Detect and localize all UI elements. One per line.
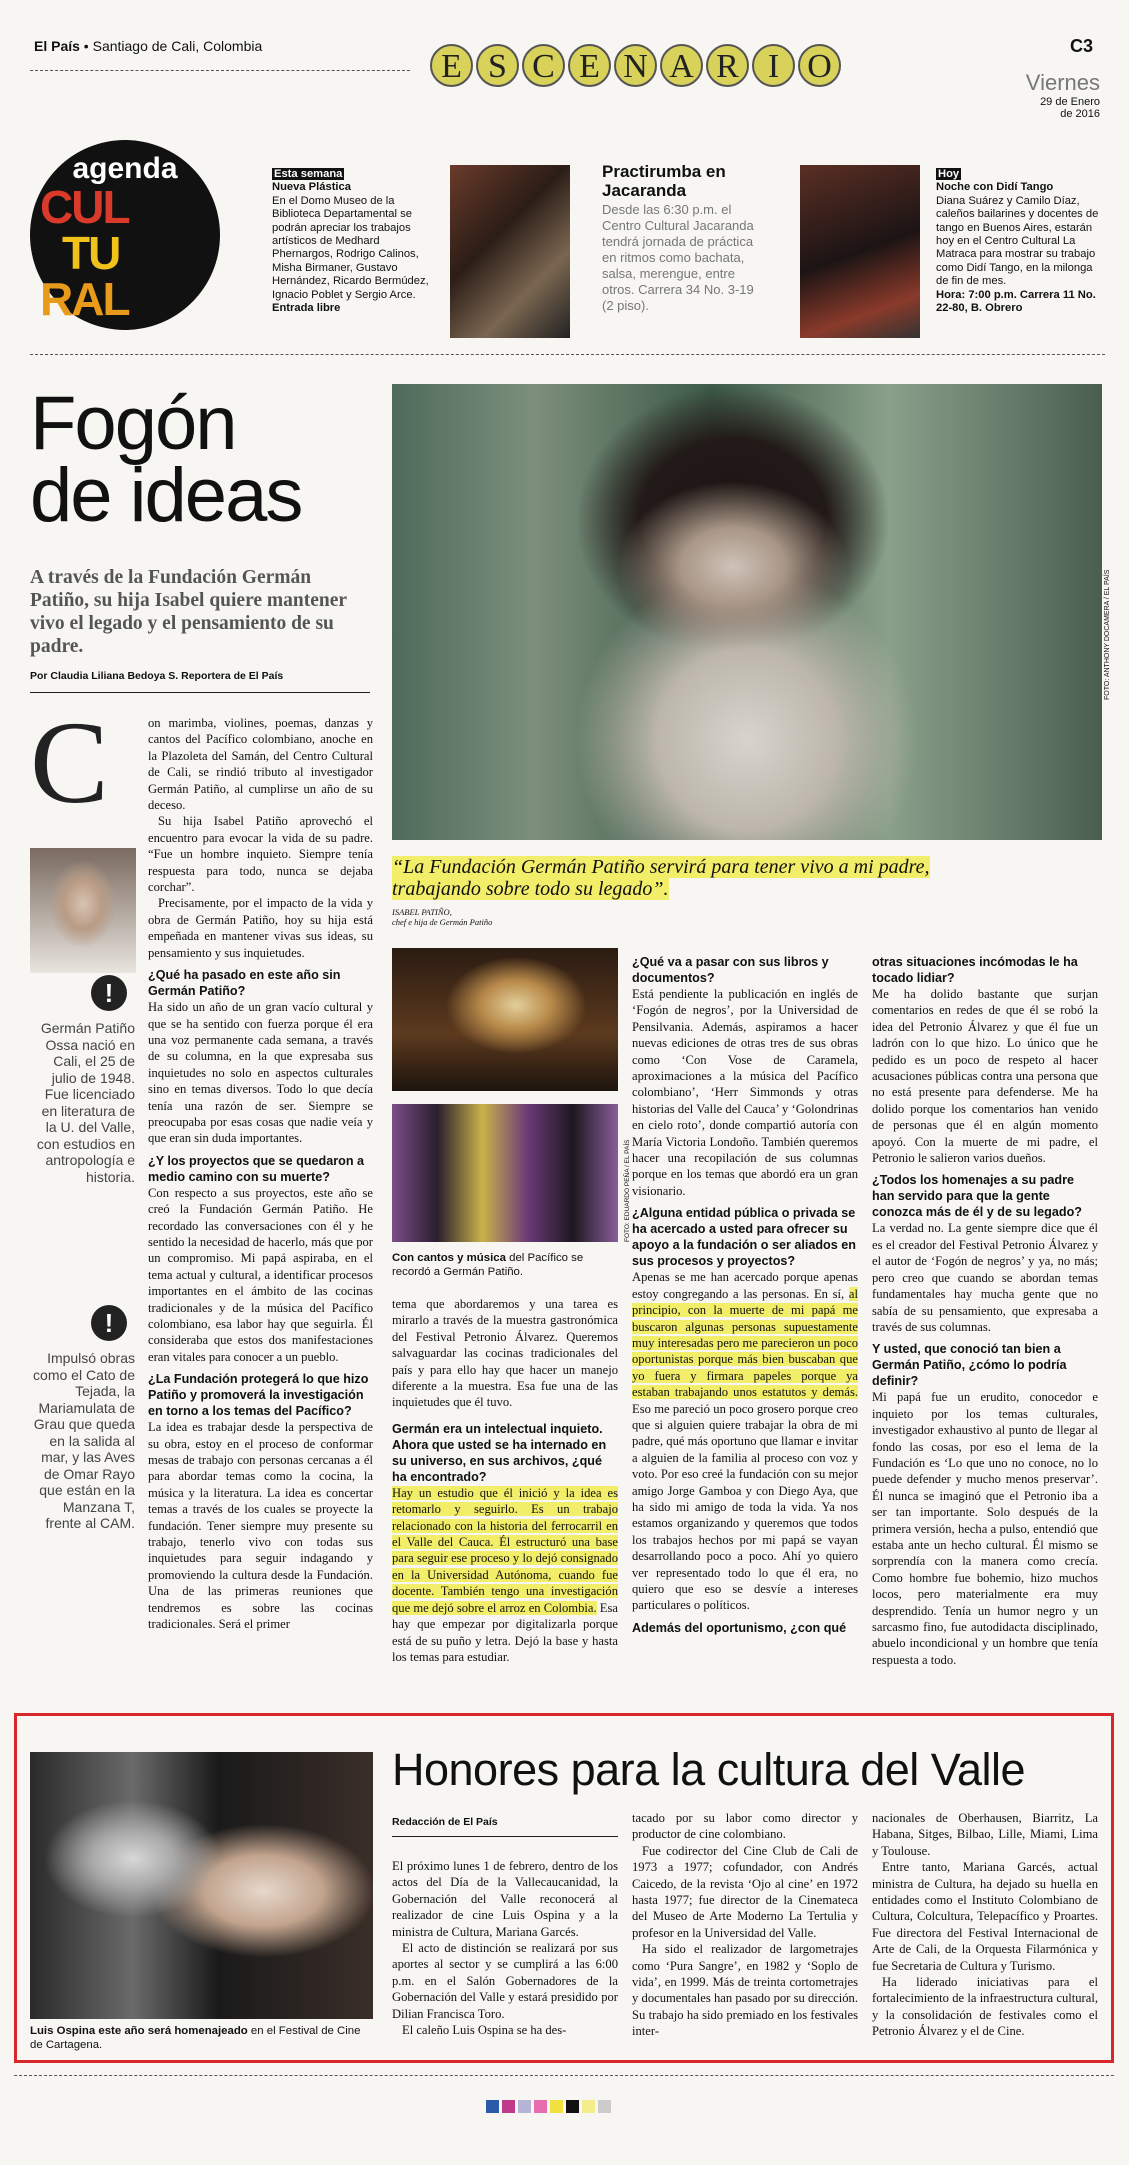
main-photo <box>392 384 1102 840</box>
banner-letter: C <box>522 44 565 87</box>
sidebar-fact-1: Germán Patiño Ossa nació en Cali, el 25 de julio de 1948. Fue licenciado en literatura de la U. del Valle, con estudios en antropología e historia. <box>36 1020 135 1185</box>
deck: A través de la Fundación Germán Patiño, su hija Isabel quiere mantener vivo el legado y el pensamiento de su padre. <box>30 567 347 657</box>
ospina-photo <box>30 1752 373 2019</box>
ospina-caption: Luis Ospina este año será homenajeado en el Festival de Cine de Cartagena. <box>30 2025 361 2051</box>
section-banner <box>430 44 1000 96</box>
info-icon: ! <box>91 975 127 1011</box>
music-caption: Con cantos y música del Pacífico se recordó a Germán Patiño. <box>392 1252 584 1278</box>
page-number: C3 <box>1070 36 1094 56</box>
color-registration-bar <box>486 2100 614 2114</box>
portrait-photo <box>30 848 136 973</box>
issue-date: 29 de Enero de 2016 <box>1040 96 1100 120</box>
sidebar-fact-2: Impulsó obras como el Cato de Tejada, la Mariamulata de Grau que queda en la salida al mar, y las Aves de Omar Rayo que están en la Manzana T, frente al CAM. <box>33 1350 135 1531</box>
issue-day: Viernes <box>1025 70 1100 95</box>
headline: Fogón de ideas <box>30 381 302 538</box>
secondary-byline: Redacción de El País <box>392 1816 498 1828</box>
agenda-item-2: Practirumba en Jacaranda Desde las 6:30 p.m. el Centro Cultural Jacaranda tendrá jornada de práctica en ritmos como bachata, salsa, merengue, entre otros. Carrera 34 No. 3-19 (2 piso). <box>602 162 754 313</box>
secondary-column-1: El próximo lunes 1 de febrero, dentro de los actos del Día de la Vallecaucanidad, la Gobernación del Valle reconocerá al realizador de cine Luis Ospina y a la ministra de Cultura, Mariana Garcés. El acto de distinción se realizará por sus aportes al sector y se cumplirá a las 6:00 p.m. en el Salón Gobernadores de la Gobernación del Valle y estará presidido por Dilian Francisca Toro. El caleño Luis Ospina se ha des- <box>392 1859 618 2038</box>
agenda-logo: agenda CUL TU RAL <box>30 140 220 330</box>
article-column-4: otras situaciones incómodas le ha tocado lidiar? Me ha dolido bastante que surjan comentarios en redes de que él se robó la idea del Petronio Álvarez y que él fue un ladrón con lo que hizo. Lo único que he pedido es un poco de respeto al hacer acusaciones públicas contra una persona que no está presente para defenderse. Me ha dolido porque los comentarios han venido de personas que él en algún momento apoyó. Con la muerte de mi padre, el Petronio le salieron varios dueños. ¿Todos los homenajes a su padre han servido para que la gente conozca más de él y de su legado? La verdad no. La gente siempre dice que él es el creador del Festival Petronio Álvarez y el autor de ‘Fogón de negros’ y ya, no más; pero creo que cuando se abordan temas fundamentales hay mucha gente que no sabía de su pensamiento, que expresaba a través de sus columnas. Y usted, que conoció tan bien a Germán Patiño, ¿cómo lo podría definir? Mi papá fue un erudito, conocedor e inquieto por los temas culturales, investigador exhaustivo al punto de llegar al fondo las cosas, por eso el lema de la Fundación es ‘Lo que uno no conoce, no lo puede defender y mucho menos preservar’. Él nunca se imaginó que el Petronio iba a ser tan importante. Solo después de la primera versión, hecha a pulso, entendió que estaba ante un hecho cultural. Él mismo se sorprendía con la manera como crecía. Como hombre fue bohemio, hizo muchos locos, pero materialmente era muy desprendido. Tenía un humor negro y un sarcasmo fino, fue autodidacta disciplinado, abuelo incondicional y un hombre que tenía respuesta a todo. <box>872 955 1098 1667</box>
secondary-headline: Honores para la cultura del Valle <box>392 1744 1026 1795</box>
banner-letter: N <box>614 44 657 87</box>
banner-letter: E <box>568 44 611 87</box>
drop-cap: C <box>30 697 109 828</box>
banner-letter: O <box>798 44 841 87</box>
music-photo-credit: FOTO: EDUARDO PEÑA / EL PAÍS <box>624 1139 631 1242</box>
banner-letter: S <box>476 44 519 87</box>
banner-letter: I <box>752 44 795 87</box>
byline: Por Claudia Liliana Bedoya S. Reportera de El País <box>30 670 284 682</box>
banner-letter: E <box>430 44 473 87</box>
banner-letter: A <box>660 44 703 87</box>
pull-quote: “La Fundación Germán Patiño servirá para tener vivo a mi padre, trabajando sobre todo su legado”. <box>392 856 930 900</box>
agenda-photo-tango <box>800 165 920 338</box>
music-photo-singers <box>392 1104 618 1242</box>
photo-credit: FOTO: ANTHONY DOCAMERA / EL PAÍS <box>1104 569 1111 700</box>
agenda-item-1: Esta semana Nueva Plástica En el Domo Museo de la Biblioteca Departamental se podrán apreciar los trabajos artísticos de Medhard Phernargos, Rodrigo Calinos, Misha Birmaner, Gustavo Hernández, Ricardo Bermúdez, Ignacio Poblet y Sergio Arce. Entrada libre <box>272 168 429 315</box>
agenda-photo-painting <box>450 165 570 338</box>
folio-left: El País • Santiago de Cali, Colombia <box>34 38 263 54</box>
agenda-item-3: Hoy Noche con Didí Tango Diana Suárez y Camilo Díaz, caleños bailarines y docentes de tango en Buenos Aires, estarán hoy en el Centro Cultural La Matraca para mostrar su trabajo como Didí Tango, en la milonga de fin de mes. Hora: 7:00 p.m. Carrera 11 No. 22-80, B. Obrero <box>936 168 1099 315</box>
article-column-1: on marimba, violines, poemas, danzas y cantos del Pacífico colombiano, anoche en la Plazoleta del Samán, del Centro Cultural de Cali, se rindió tributo al investigador Germán Patiño, al cumplirse un año de su deceso. Su hija Isabel Patiño aprovechó el encuentro para evocar la vida de su padre. “Fue un hombre inquieto. Siempre tenía respuesta para todo, nunca se dejaba corchar”. Precisamente, por el impacto de la vida y obra de Germán Patiño, hoy su hija está empeñada en mantener vivas sus ideas, su pensamiento y sus inquietudes. ¿Qué ha pasado en este año sin Germán Patiño? Ha sido un año de un gran vacío cultural y que se ha sentido con fuerza porque él era una voz permanente cada semana, a través de su columna, en la que expresaba sus inquietudes no solo en aspectos culturales sino en temas diversos. Todo lo que decía tenía una razón de ser. Siempre se preocupaba por esas cosas que nadie veía y que eran sin duda importantes. ¿Y los proyectos que se quedaron a medio camino con su muerte? Con respecto a sus proyectos, este año se creó la Fundación Germán Patiño. He recordado las conversaciones con él y he sentido la necesidad de hacerlo, más que por un compromiso. Mi papá aspiraba, en el tema actual y cultural, a identificar procesos importantes en el ámbito de las cocinas tradicionales y de la música del Pacífico colombiano, esa labor hay que seguirla. Él consideraba que estos dos manifestaciones eran vitales para conocer a un pueblo. ¿La Fundación protegerá lo que hizo Patiño y promoverá la investigación en torno a los temas del Pacífico? La idea es trabajar desde la perspectiva de su obra, estoy en el proceso de conformar mesas de trabajo con personas cercanas a él para abordar temas como la cocina, la música y la literatura. La idea es concertar temas a través de los cuales se proyecte la fundación. Tener siempre muy presente su trabajo, tenerlo vivo con todas sus inquietudes para seguir indagando y promoviendo la cultura desde la Fundación. Una de las primeras reuniones que tendremos es sobre las cocinas tradicionales. Será el primer <box>148 716 373 1632</box>
secondary-column-2: tacado por su labor como director y productor de cine colombiano. Fue codirector del Cine Club de Cali de 1973 a 1977; cofundador, con Andrés Caicedo, de la revista ‘Ojo al cine’ en 1972 hasta 1977; fue director de la Cinemateca del Museo de Arte Moderno La Tertulia y profesor en la Universidad del Valle. Ha sido el realizador de largometrajes como ‘Pura Sangre’, en 1982 y ‘Soplo de vida’, en 1999. Más de treinta cortometrajes y documentales han pasado por su dirección. Su trabajo ha sido premiado en los festivales inter- <box>632 1811 858 2039</box>
article-column-2: tema que abordaremos y una tarea es mirarlo a través de la muestra gastronómica del Festival Petronio Álvarez. Queremos salvaguardar las cocinas tradicionales del país y para ello hay que hacer un manejo diferente a la muestra. Esa fue una de las inquietudes que él tuvo. Germán era un intelectual inquieto. Ahora que usted se ha internado en su universo, en sus archivos, ¿qué ha encontrado? Hay un estudio que él inició y la idea es retomarlo y seguirlo. Es un trabajo relacionado con la historia del ferrocarril en el Valle del Cauca. Él estructuró una base para seguir ese proceso y lo dejó consignado en la Universidad Autónoma, cuando fue docente. También tengo una investigación que me dejó sobre el arroz en Colombia. Esa hay que empezar por digitalizarla porque está de su puño y letra. Dejó la base y hasta los temas para estudiar. <box>392 1297 618 1664</box>
article-column-3: ¿Qué va a pasar con sus libros y documentos? Está pendiente la publicación en inglés de ‘Fogón de negros’, por la Universidad de Pensilvania. Además, aspiramos a hacer nuevas ediciones de otras tres de sus obras como ‘Con Vose de Caramela, aproximaciones a la música del Pacífico colombiano’, ‘Herr Simmonds y otras historias del Valle del Cauca’ y ‘Golondrinas en cielo roto’, donde compartió autoría con María Victoria Londoño. También queremos hacer una recopilación de sus columnas porque en los temas que abordó era un gran visionario. ¿Alguna entidad pública o privada se ha acercado a usted para ofrecer su apoyo a la fundación o ser aliados en sus procesos y proyectos? Apenas se me han acercado porque apenas estoy congregando a las personas. En sí, al principio, con la muerte de mi papá me buscaron algunas personas supuestamente muy interesadas pero me parecieron un poco oportunistas porque más bien buscaban que yo fuera y firmara papeles porque ya estaban trabajando unos estatutos y demás. Eso me pareció un poco grosero porque creo que si alguien quiere trabajar la obra de mi padre, qué más oportuno que llamar e invitar a alguien de la familia al proceso con voz y voto. Por eso creé la fundación con su mejor amigo Jorge Gamboa y con Diego Aya, que ha sido mi amigo de toda la vida. Ya nos estamos organizando y queremos que todos los trabajos hechos por mi papá se vayan desarrollando poco a poco. Ahí yo quiero ver representado todo lo que él era, no quiero que eso se desvíe a intereses particulares o políticos. Además del oportunismo, ¿con qué <box>632 955 858 1635</box>
banner-letter: R <box>706 44 749 87</box>
secondary-column-3: nacionales de Oberhausen, Biarritz, La Habana, Sitges, Bilbao, Lille, Miami, Lima y Toulouse. Entre tanto, Mariana Garcés, actual ministra de Cultura, ha dejado su huella en entidades como el Instituto Colombiano de Cultura, Colcultura, Telepacífico y Proartes. Fue directora del Festival Internacional de Arte de Cali, de la Orquesta Filarmónica y fue Secretaria de Cultura y Turismo. Ha liderado iniciativas para el fortalecimiento de la infraestructura cultural, y la consolidación de festivales como el Petronio Álvarez y el de Cine. <box>872 1811 1098 2039</box>
quote-attribution: ISABEL PATIÑO, chef e hija de Germán Patiño <box>392 907 493 927</box>
info-icon: ! <box>91 1305 127 1341</box>
music-photo-violin <box>392 948 618 1091</box>
